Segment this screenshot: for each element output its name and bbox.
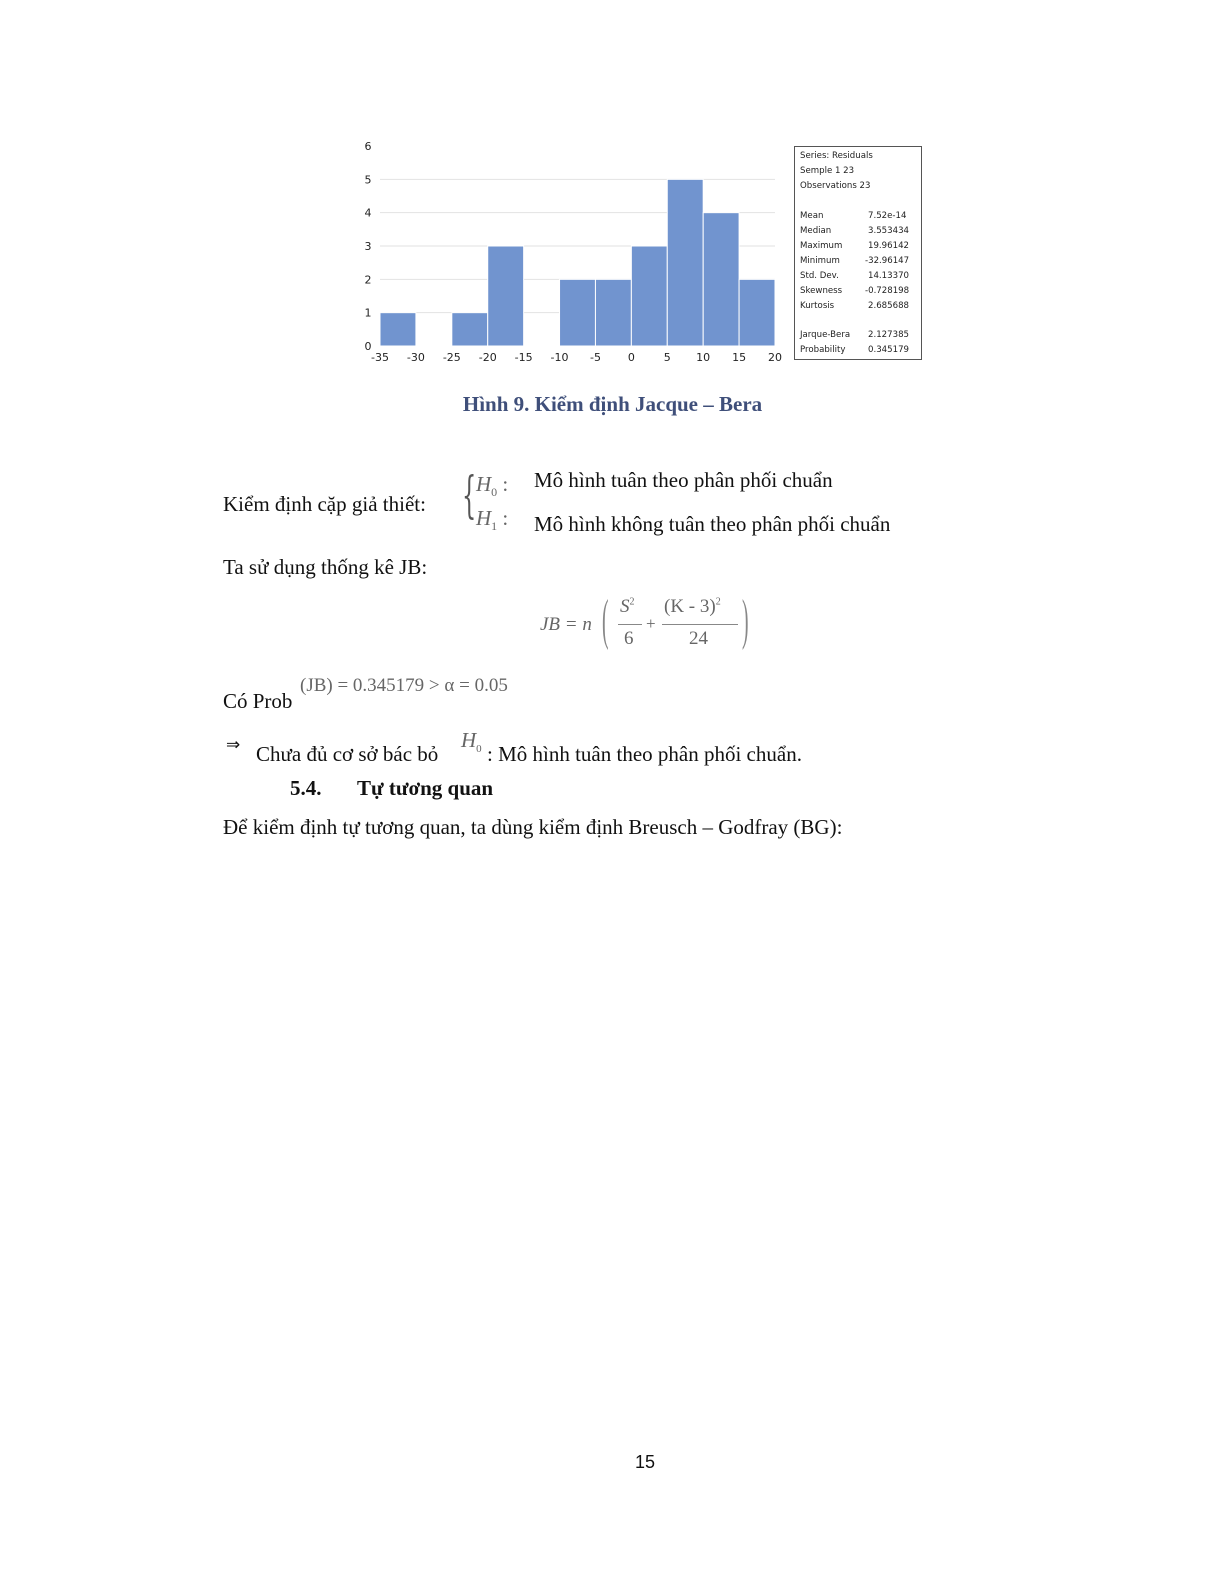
jb-formula: [540, 589, 760, 658]
formula-plus: +: [646, 614, 656, 633]
formula-num1: $S^2$: [620, 596, 635, 617]
stats-row-value: -0.728198: [865, 286, 910, 296]
y-tick-label: 2: [364, 273, 372, 287]
formula-num2: (K - 3)$^2$: [664, 596, 721, 617]
h1-symbol: $H_1$ :: [476, 506, 509, 534]
stats-row-label: Std. Dev.: [800, 271, 839, 281]
y-tick-label: 1: [364, 306, 372, 320]
hypothesis-intro: Kiểm định cặp giả thiết:: [223, 492, 426, 516]
x-tick-label: 20: [768, 351, 782, 364]
stats-row-value: 7.52e-14: [868, 211, 907, 221]
histogram-bar: [667, 179, 703, 346]
page-number: 15: [634, 1452, 656, 1472]
stats-row-value: 2.685688: [868, 301, 910, 311]
x-tick-label: 0: [627, 351, 635, 364]
x-tick-label: -10: [550, 351, 569, 364]
x-tick-label: -30: [406, 351, 425, 364]
formula-lhs: JB = n: [540, 614, 592, 635]
histogram-bar: [631, 246, 667, 346]
histogram-bars: [380, 179, 775, 346]
y-tick-labels: [365, 140, 372, 353]
section-title: Tự tương quan: [357, 776, 494, 800]
residuals-histogram: [350, 134, 790, 366]
stats-row-label: Minimum: [800, 256, 840, 266]
stats-prob-label: Probability: [800, 345, 846, 355]
x-tick-label: -20: [478, 351, 497, 364]
y-tick-label: 4: [364, 206, 372, 220]
stats-jb-value: 2.127385: [868, 330, 910, 340]
stats-row-label: Mean: [800, 211, 824, 221]
x-tick-label: -35: [371, 351, 389, 364]
jb-intro: Ta sử dụng thống kê JB:: [223, 555, 428, 579]
paren-right: ): [742, 589, 749, 651]
histogram-bar: [595, 279, 631, 346]
histogram-bar: [560, 279, 596, 346]
conclusion-text-after: : Mô hình tuân theo phân phối chuẩn.: [487, 742, 802, 766]
descriptive-stats-box: [794, 146, 922, 360]
stats-series: Series: Residuals: [800, 151, 873, 161]
prob-expression: (JB) = 0.345179 > α = 0.05: [300, 675, 508, 696]
section-number: 5.4.: [290, 776, 322, 800]
prob-prefix: Có Prob: [223, 689, 293, 713]
paren-left: (: [602, 589, 609, 651]
stats-row-value: 3.553434: [868, 226, 910, 236]
x-tick-label: 5: [663, 351, 671, 364]
stats-observations: Observations 23: [800, 181, 871, 191]
x-tick-label: 10: [696, 351, 711, 364]
x-tick-label: -5: [589, 351, 601, 364]
histogram-bar: [380, 313, 416, 346]
fraction-bar-2: [662, 624, 738, 625]
fraction-bar-1: [618, 624, 642, 625]
x-tick-label: 15: [732, 351, 747, 364]
formula-den1: 6: [624, 628, 634, 649]
y-tick-label: 5: [364, 173, 372, 187]
formula-den2: 24: [689, 628, 708, 649]
histogram-bar: [703, 213, 739, 346]
y-tick-label: 0: [364, 340, 372, 353]
histogram-bar: [452, 313, 488, 346]
implies-arrow: ⇒: [226, 735, 241, 755]
stats-row-label: Skewness: [800, 286, 843, 296]
stats-row-value: 19.96142: [868, 241, 910, 251]
y-tick-label: 6: [364, 140, 372, 153]
stats-row-label: Maximum: [800, 241, 843, 251]
conclusion-h0: $H_0$: [461, 728, 482, 756]
y-tick-label: 3: [364, 240, 372, 253]
stats-row-value: 14.13370: [868, 271, 910, 281]
conclusion-text-before: Chưa đủ cơ sở bác bỏ: [256, 742, 439, 766]
hypothesis-brace: {: [462, 466, 477, 524]
stats-row-value: -32.96147: [865, 256, 910, 266]
h0-text: Mô hình tuân theo phân phối chuẩn: [534, 468, 833, 492]
stats-row-label: Median: [800, 226, 832, 236]
histogram-bar: [488, 246, 524, 346]
x-tick-label: -25: [442, 351, 461, 364]
stats-jb-label: Jarque-Bera: [800, 330, 851, 340]
h1-text: Mô hình không tuân theo phân phối chuẩn: [534, 512, 891, 536]
figure-caption: Hình 9. Kiểm định Jacque – Bera: [462, 392, 763, 416]
h0-symbol: $H_0$ :: [476, 472, 509, 500]
stats-prob-value: 0.345179: [868, 345, 910, 355]
histogram-bar: [739, 279, 775, 346]
stats-sample: Semple 1 23: [800, 166, 855, 176]
stats-row-label: Kurtosis: [800, 301, 835, 311]
x-tick-labels: [371, 351, 782, 364]
bg-intro: Để kiểm định tự tương quan, ta dùng kiểm định Breusch – Godfray (BG):: [223, 815, 843, 839]
x-tick-label: -15: [514, 351, 533, 364]
